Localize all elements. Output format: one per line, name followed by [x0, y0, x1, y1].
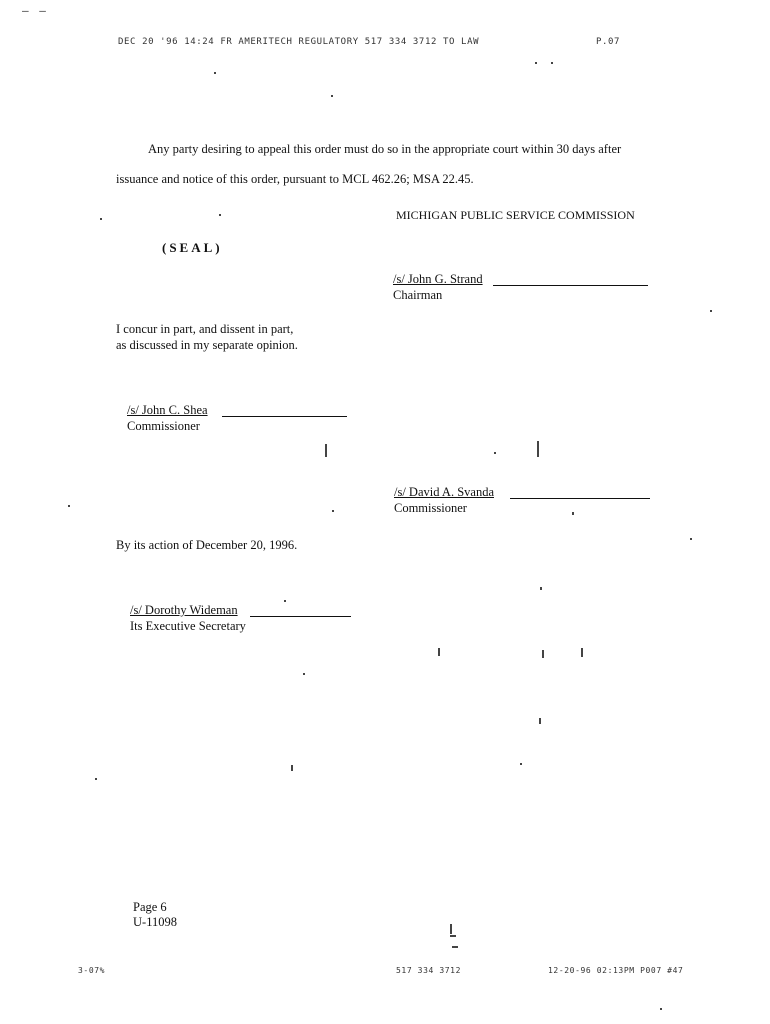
signature-line [493, 285, 648, 286]
scan-speck [214, 72, 216, 74]
scan-speck [542, 650, 544, 658]
scan-speck [540, 587, 542, 590]
signature-name-strand: /s/ John G. Strand [393, 272, 483, 286]
commission-name: MICHIGAN PUBLIC SERVICE COMMISSION [396, 208, 635, 222]
scan-speck [537, 441, 539, 457]
appeal-notice-line-1: Any party desiring to appeal this order must do so in the appropriate court within 30 days after [148, 142, 622, 156]
scan-speck [100, 218, 102, 220]
scan-speck [535, 62, 537, 64]
appeal-notice-line-2: issuance and notice of this order, pursuant to MCL 462.26; MSA 22.45. [116, 172, 474, 186]
scan-speck [68, 505, 70, 507]
page-number: Page 6 [133, 900, 167, 914]
fax-footer-number: 517 334 3712 [396, 966, 461, 975]
scan-speck [219, 214, 221, 216]
signature-name-svanda: /s/ David A. Svanda [394, 485, 494, 499]
signature-line [510, 498, 650, 499]
concur-note-line-1: I concur in part, and dissent in part, [116, 322, 294, 336]
scan-speck [581, 648, 583, 657]
scan-speck [303, 673, 305, 675]
scan-speck [331, 95, 333, 97]
case-number: U-11098 [133, 915, 177, 929]
signature-title-secretary: Its Executive Secretary [130, 619, 246, 633]
scan-speck [520, 763, 522, 765]
scan-speck [325, 444, 327, 457]
action-date-line: By its action of December 20, 1996. [116, 538, 298, 552]
scan-speck [284, 600, 286, 602]
signature-title-chairman: Chairman [393, 288, 443, 302]
scan-speck [438, 648, 440, 656]
scan-speck [95, 778, 97, 780]
scan-speck [450, 935, 456, 937]
scan-speck [539, 718, 541, 724]
signature-line [250, 616, 351, 617]
signature-line [222, 416, 347, 417]
scan-speck [452, 946, 458, 948]
scan-speck [572, 512, 574, 515]
fax-page-number: P.07 [596, 37, 621, 47]
scan-speck [710, 310, 712, 312]
seal-label: (SEAL) [162, 240, 223, 255]
scan-speck [551, 62, 553, 64]
signature-name-wideman: /s/ Dorothy Wideman [130, 603, 238, 617]
scan-speck [332, 510, 334, 512]
scan-speck [291, 765, 293, 771]
signature-name-shea: /s/ John C. Shea [127, 403, 208, 417]
signature-title-shea: Commissioner [127, 419, 200, 433]
scan-speck [690, 538, 692, 540]
corner-mark: — — [22, 4, 48, 17]
signature-title-svanda: Commissioner [394, 501, 467, 515]
fax-header: DEC 20 '96 14:24 FR AMERITECH REGULATORY 517 334 3712 TO LAW [118, 37, 480, 47]
scan-speck [494, 452, 496, 454]
fax-footer-left: 3-07% [78, 966, 106, 975]
concur-note-line-2: as discussed in my separate opinion. [116, 338, 298, 352]
fax-footer-timestamp: 12-20-96 02:13PM P007 #47 [548, 966, 684, 975]
scan-speck [450, 924, 452, 934]
scan-speck [660, 1008, 662, 1010]
